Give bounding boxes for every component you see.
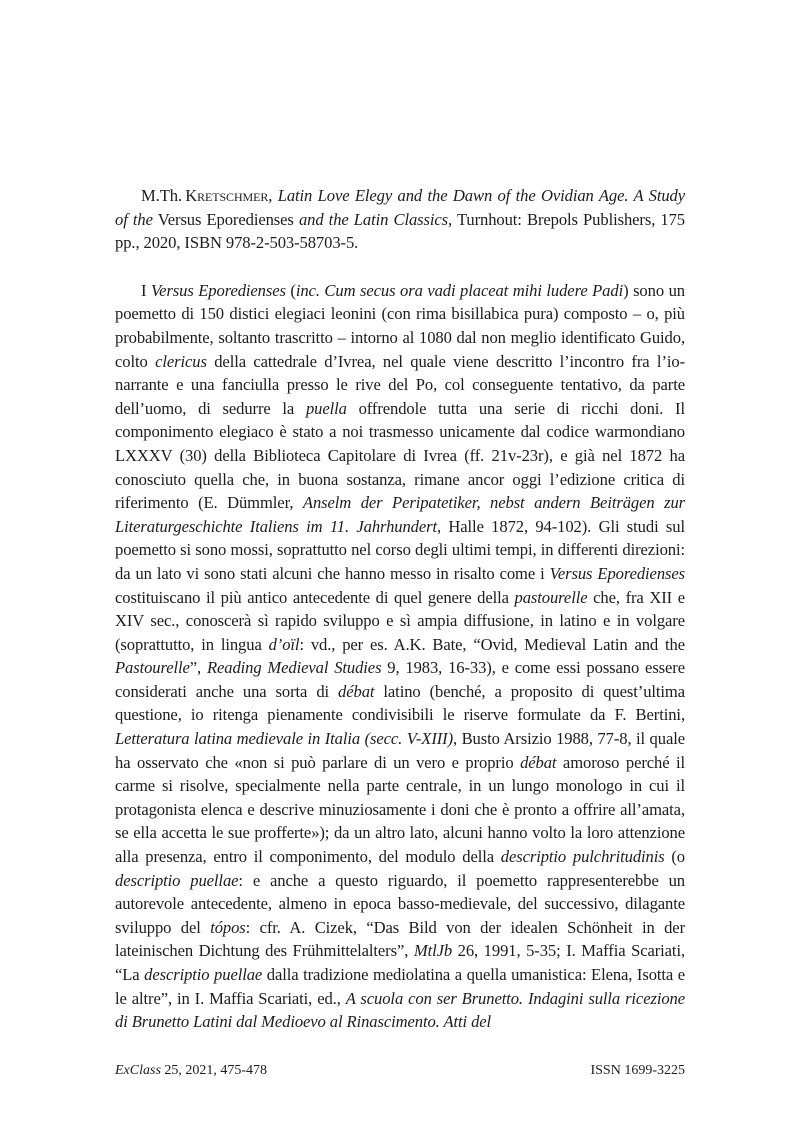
text-segment: offrendole tutta una serie di ricchi doni. Il componimento elegiaco è stato a noi trasmesso unicamente dal codice warmondiano LXXXV (30) della Biblioteca Capitolare di Ivrea (ff. 21v-23r), e già nel 1872 ha conosciuto quella che, in buona sostanza, rimane ancor oggi l’edizione critica di riferimento (E. Dümmler, [115,398,685,513]
text-segment: (o [664,847,685,867]
italic-segment: Letteratura latina medievale in Italia (secc. V-XIII) [115,729,454,749]
text-segment: ( [285,280,296,300]
book-title-roman: Versus Eporedienses [157,209,294,229]
text-segment: 26, 1991, 5-35; I. Maffia Scariati, “La [115,941,686,984]
text-segment: : vd., per es. A.K. Bate, “Ovid, Medieval Latin and the [299,634,685,654]
italic-segment: Reading Medieval Studies [206,658,382,678]
italic-segment: descriptio pulchritudinis [500,847,665,867]
text-segment: che, fra XII e XIV sec., conoscerà sì rapido sviluppo e sì ampia diffusione, in latino e in volgare (soprattutto, in lingua [115,587,685,654]
italic-segment: MtlJb [413,941,453,961]
text-segment: amoroso perché il carme si risolve, specialmente nella parte centrale, in un lungo monologo in cui il protagonista elenca e descrive minuziosamente i doni che è pronto a offrire all’amata, se ella accetta le sue profferte»); da un altro lato, alcuni hanno volto la loro attenzione alla presenza, entro il componimento, del modulo della [115,752,685,867]
page-footer [115,1062,685,1080]
italic-segment: débat [520,752,557,772]
italic-segment: inc. Cum secus ora vadi placeat mihi ludere Padi [295,280,624,300]
text-segment: 9, 1983, 16-33), e come essi possano essere considerati anche una sorta di [115,658,685,701]
journal-volume: 25, 2021, 475-478 [160,1063,268,1078]
text-segment: ”, [189,658,207,678]
text-segment: costituiscano il più antico antecedente di quel genere della [115,587,515,607]
text-segment: ) sono un poemetto di 150 distici elegiaci leonini (con rima bisillabica pura) composto – o, più probabilmente, soltanto trascritto – intorno al 1080 dal non meglio identificato Guido, colto [115,280,685,371]
italic-segment: pastourelle [514,587,588,607]
text-segment: , Busto Arsizio 1988, 77-8, il quale ha osservato che «non si può parlare di un vero e proprio [115,729,685,772]
italic-segment: descriptio puellae [115,870,239,890]
text-segment: della cattedrale d’Ivrea, nel quale viene descritto l’incontro fra l’io-narrante e una fanciulla presso le rive del Po, col conseguente tentativo, da parte dell’uomo, di sedurre la [115,351,685,418]
italic-segment: Anselm der Peripatetiker, nebst andern Beiträgen zur Literaturgeschichte Italiens im 11. Jahrhundert [115,493,685,536]
italic-segment: Versus Eporedienses [150,280,286,300]
text-segment: latino (benché, a proposito di quest’ultima questione, io ritenga pienamente condivisibili le riserve formulate da F. Bertini, [115,681,685,725]
italic-segment: Pastourelle [115,658,190,678]
italic-segment: d’oïl [268,634,300,654]
footer-citation [115,1062,267,1080]
text-segment: I [141,280,151,300]
publication-info: Turnhout: Brepols Publishers, 175 pp., 2020, ISBN 978-2-503-58703-5. [115,209,685,253]
italic-segment: tópos [210,917,246,937]
text-segment: dalla tradizione mediolatina a quella umanistica: Elena, Isotta e le altre”, in I. Maffia Scariati, ed., [115,965,685,1008]
author-surname: Kretschmer [185,186,269,205]
footer-issn: ISSN 1699-3225 [590,1063,685,1078]
italic-segment: clericus [155,351,207,371]
bibliographic-header: M.Th. Kretschmer, Latin Love Elegy and the Dawn of the Ovidian Age. A Study of the Versus Eporedienses and the Latin Classics, Turnhout: Brepols Publishers, 175 pp., 2020, ISBN 978-2-503-58703-5. [115,186,685,253]
text-segment: : cfr. A. Cizek, “Das Bild von der idealen Schönheit in der lateinischen Dichtung des Frühmittelalters”, [115,917,685,961]
book-title-part2: and the Latin Classics, [298,209,453,229]
book-title-part1: Latin Love Elegy and the Dawn of the Ovidian Age. A Study of the [115,186,685,229]
body-paragraph [115,279,685,1034]
review-page [115,184,685,1034]
italic-segment: débat [338,681,375,701]
text-segment: : e anche a questo riguardo, il poemetto rappresenterebbe un autorevole antecedente, almeno in epoca basso-medievale, del successivo, dilagante sviluppo del [115,870,686,937]
italic-segment: puella [305,398,347,418]
italic-segment: A scuola con ser Brunetto. Indagini sulla ricezione di Brunetto Latini dal Medioevo al Rinascimento. Atti del [115,988,685,1032]
journal-name: ExClass [115,1063,161,1078]
author-initials: M.Th. [141,186,182,205]
italic-segment: Versus Eporedienses [549,563,685,583]
italic-segment: descriptio puellae [144,965,263,984]
text-segment: , Halle 1872, 94-102). Gli studi sul poemetto si sono mossi, soprattutto nel corso degli ultimi tempi, in differenti direzioni: da un lato vi sono stati alcuni che hanno messo in risalto come i [115,516,685,583]
